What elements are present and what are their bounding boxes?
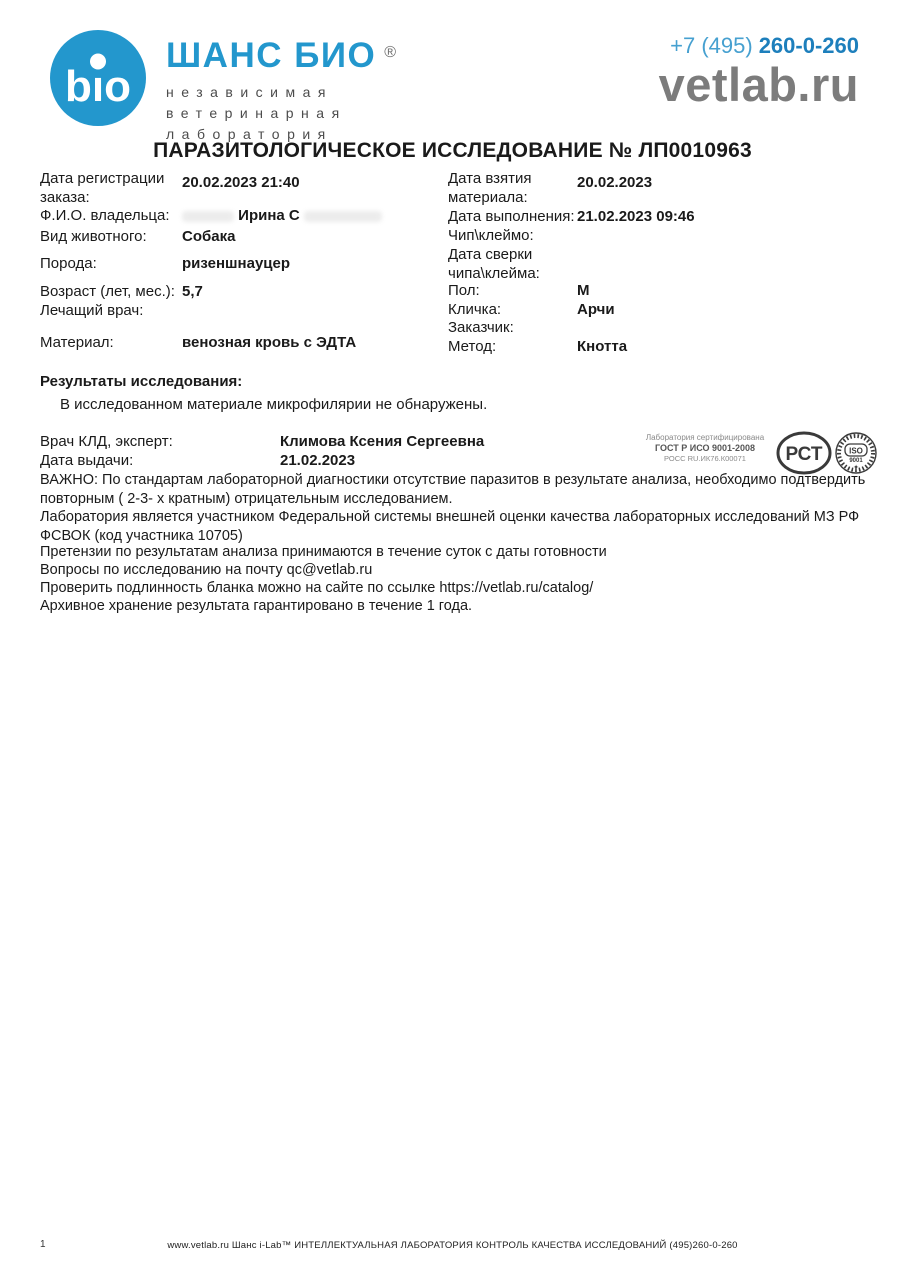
svg-text:ISO: ISO [849,446,863,456]
header-contacts [659,33,859,111]
archive-line: Архивное хранение результата гарантировано в течение 1 года. [40,598,473,614]
field-label: Вид животного: [40,228,147,245]
field-label: Дата сверки чипа\клейма: [448,246,540,282]
certification-line-2: ГОСТ Р ИСО 9001-2008 [654,443,756,453]
verify-line: Проверить подлинность бланка можно на сайте по ссылке https://vetlab.ru/catalog/ [40,580,594,596]
field-label: Кличка: [448,301,502,318]
field-value: 21.02.2023 09:46 [577,208,695,225]
doctor-name: Климова Ксения Сергеевна [280,433,485,450]
svg-text:✦: ✦ [853,464,859,472]
field-value: венозная кровь с ЭДТА [182,334,357,351]
field-label: Заказчик: [448,319,514,336]
phone-number: 260-0-260 [758,33,859,58]
important-notes [40,471,875,545]
field-value: ризеншнауцер [182,255,291,272]
field-label: Дата регистрации заказа: [40,170,165,206]
field-label: Возраст (лет, мес.): [40,283,175,300]
phone-prefix: +7 (495) [670,33,753,58]
certification-text [636,433,774,464]
redacted-area [182,211,234,222]
brand-tagline [166,82,396,145]
field-value: 20.02.2023 21:40 [182,174,300,191]
page-number: 1 [40,1239,46,1250]
field-label: Пол: [448,282,480,299]
field-value: 20.02.2023 [577,174,653,191]
bio-logo-icon [48,28,148,128]
doctor-row [40,433,485,450]
claims-notes [40,543,820,615]
registered-trademark: ® [384,44,397,61]
footer-text: www.vetlab.ru Шанс i-Lab™ ИНТЕЛЛЕКТУАЛЬНАЯ ЛАБОРАТОРИЯ КОНТРОЛЬ КАЧЕСТВА ИССЛЕДОВАНИЙ (495)260-0-260 [167,1240,738,1251]
tagline-line-2: ветеринарная [166,105,347,121]
shans-bio-logo [48,28,148,128]
results-heading: Результаты исследования: [40,373,243,390]
results-text: В исследованном материале микрофилярии не обнаружены. [60,396,488,413]
issue-date-row [40,452,356,469]
questions-line: Вопросы по исследованию на почту qc@vetlab.ru [40,562,373,578]
certification-line-3: РОСС RU.ИК76.К00071 [664,454,746,463]
field-label: Дата взятия материала: [448,170,532,206]
brand-block [166,36,396,145]
issue-date-value: 21.02.2023 [280,452,356,469]
field-label: Дата выполнения: [448,208,575,225]
brand-text: ШАНС БИО [166,36,377,75]
svg-text:9001: 9001 [849,458,863,464]
claims-line: Претензии по результатам анализа принимаются в течение суток с даты готовности [40,544,607,560]
phone [659,33,859,59]
field-value: М [577,282,590,299]
svg-text:bıo: bıo [65,62,131,111]
field-value: 5,7 [182,283,203,300]
field-label: Порода: [40,255,97,272]
tagline-line-3: лаборатория [166,126,333,142]
field-label: Лечащий врач: [40,302,144,319]
svg-text:РСТ: РСТ [785,444,823,465]
field-value: Собака [182,228,236,245]
certification-line-1: Лаборатория сертифицирована [645,433,765,442]
issue-date-label: Дата выдачи: [40,452,134,469]
field-value [182,207,382,226]
brand-name [166,36,396,76]
important-note-text: ВАЖНО: По стандартам лабораторной диагностики отсутствие паразитов в результате анализа, необходимо подтвердить повторным ( 2-3- х кратным) отрицательным исследованием. [40,472,866,507]
field-label: Ф.И.О. владельца: [40,207,170,224]
doctor-label: Врач КЛД, эксперт: [40,433,173,450]
fsvok-note-text: Лаборатория является участником Федеральной системы внешней оценки качества лабораторных исследований МЗ РФ ФСВОК (код участника 10705) [40,509,860,544]
field-value: Арчи [577,301,615,318]
field-label: Чип\клеймо: [448,227,534,244]
redacted-area [304,211,382,222]
website-url: vetlab.ru [658,58,859,111]
field-label: Метод: [448,338,497,355]
field-value: Кнотта [577,338,628,355]
document-title: ПАРАЗИТОЛОГИЧЕСКОЕ ИССЛЕДОВАНИЕ № ЛП0010963 [153,139,752,162]
owner-name-visible: Ирина С [238,207,300,224]
tagline-line-1: независимая [166,84,333,100]
field-label: Материал: [40,334,114,351]
